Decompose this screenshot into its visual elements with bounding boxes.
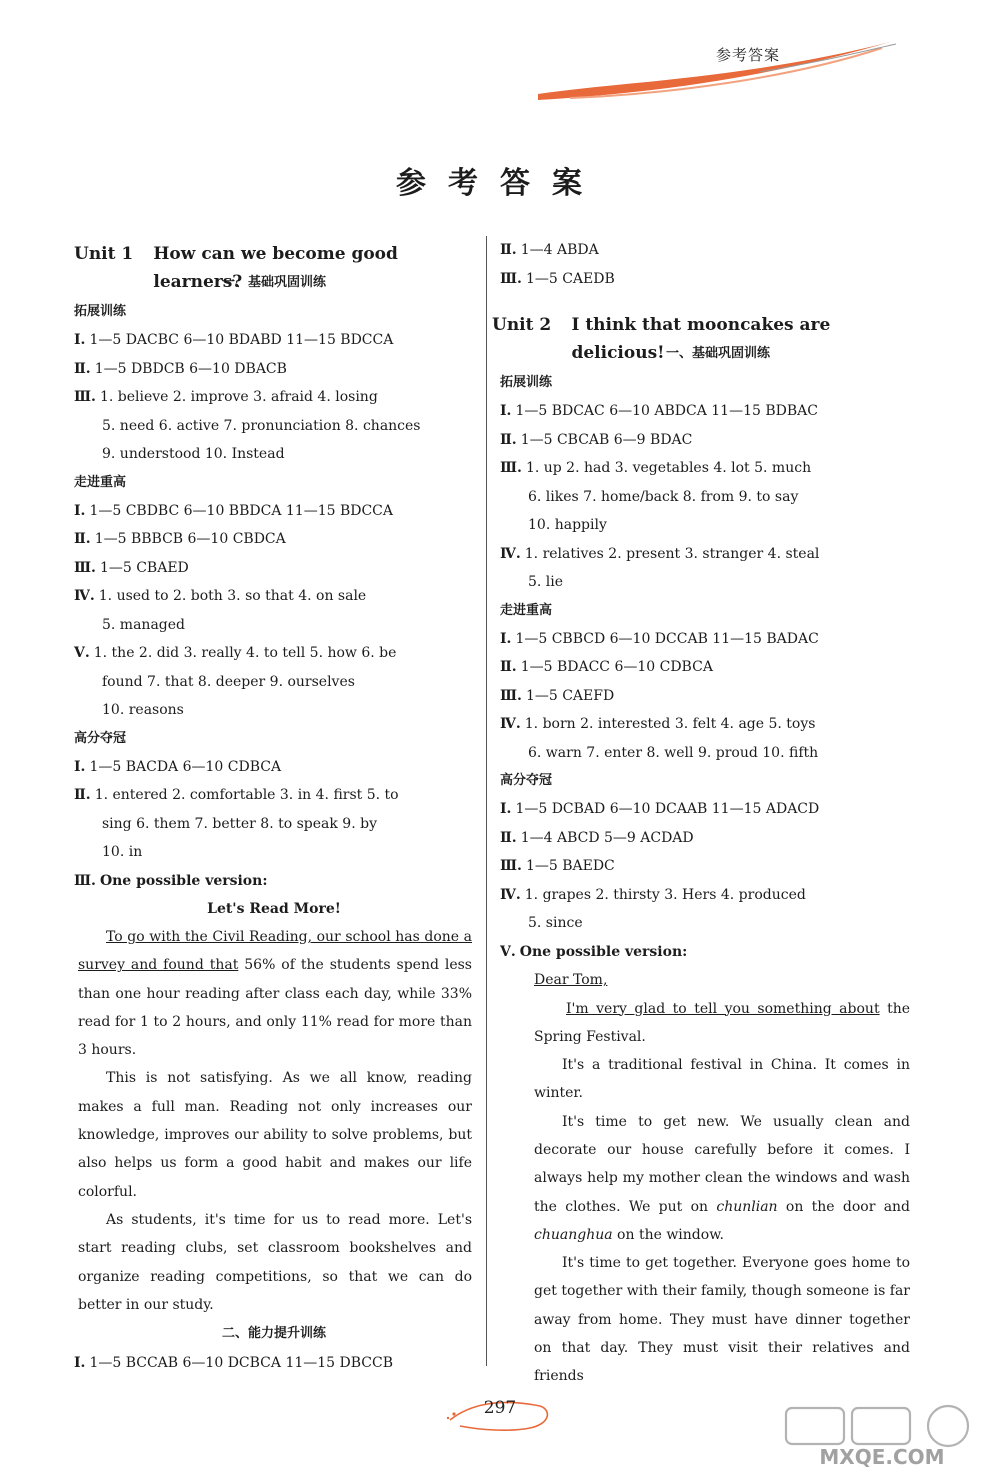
unit-title: I think that mooncakes are delicious!	[571, 315, 831, 363]
category-heading: 拓展训练	[74, 304, 127, 319]
answer-line: Ⅰ. 1—5 CBBCD 6—10 DCCAB 11—15 BADAC	[500, 630, 819, 647]
category-heading: 高分夺冠	[500, 773, 553, 788]
unit-number: Unit 1	[74, 244, 134, 264]
answer-line: Ⅳ. 1. born 2. interested 3. felt 4. age 5. toys	[500, 716, 816, 732]
essay-title: Let's Read More!	[207, 901, 341, 917]
answer-line: Ⅴ. 1. the 2. did 3. really 4. to tell 5. how 6. be	[74, 645, 397, 661]
answer-line: Ⅰ. 1—5 BACDA 6—10 CDBCA	[74, 758, 282, 775]
answer-line-cont: 10. reasons	[102, 702, 184, 718]
answer-line: Ⅲ. 1. believe 2. improve 3. afraid 4. losing	[74, 389, 378, 405]
answer-line: Ⅱ. 1—5 BDACC 6—10 CDBCA	[500, 659, 713, 675]
letter-paragraph: I'm very glad to tell you something about the Spring Festival.	[534, 1000, 911, 1045]
answer-line: Ⅳ. 1. relatives 2. present 3. stranger 4. steal	[500, 545, 820, 562]
page-number: 297	[483, 1398, 517, 1418]
answer-line-cont: 10. happily	[528, 517, 607, 533]
answer-line-cont: 6. warn 7. enter 8. well 9. proud 10. fifth	[528, 744, 819, 761]
essay-paragraph: As students, it's time for us to read more. Let's start reading clubs, set classroom bookshelves and organize reading competitions, so that we can do better in our study.	[78, 1211, 472, 1313]
answer-line: Ⅰ. 1—5 DCBAD 6—10 DCAAB 11—15 ADACD	[500, 801, 820, 817]
section-heading: 二、能力提升训练	[221, 1326, 326, 1342]
answer-line: Ⅲ. 1—5 CBAED	[74, 559, 189, 576]
category-heading: 拓展训练	[500, 375, 553, 390]
answer-line-cont: 5. since	[528, 915, 583, 931]
right-column	[492, 236, 911, 1391]
answer-line: Ⅰ. 1—5 BCCAB 6—10 DCBCA 11—15 DBCCB	[74, 1355, 394, 1372]
svg-text:MXQE.COM: MXQE.COM	[819, 1445, 945, 1469]
header-swoosh-decoration	[530, 38, 900, 108]
answer-line: Ⅰ. 1—5 BDCAC 6—10 ABDCA 11—15 BDBAC	[500, 403, 818, 419]
answer-line: Ⅱ. 1—5 CBCAB 6—9 BDAC	[500, 431, 693, 448]
page-title: 参考答案	[396, 166, 604, 201]
answer-line: Ⅱ. 1—4 ABCD 5—9 ACDAD	[500, 829, 694, 846]
answer-line: Ⅱ. 1—4 ABDA	[500, 242, 599, 258]
answer-line: Ⅳ. 1. used to 2. both 3. so that 4. on sale	[74, 588, 367, 604]
section-heading: 一、基础巩固训练	[221, 275, 326, 290]
unit-title: How can we become good learners?	[153, 244, 398, 292]
answer-line: Ⅲ. One possible version:	[74, 872, 268, 889]
answer-line: Ⅲ. 1. up 2. had 3. vegetables 4. lot 5. much	[500, 460, 812, 476]
answer-line: Ⅰ. 1—5 DACBC 6—10 BDABD 11—15 BDCCA	[74, 332, 394, 348]
answer-line: Ⅴ. One possible version:	[500, 943, 688, 960]
watermark-logo	[778, 1402, 988, 1472]
essay-paragraph: This is not satisfying. As we all know, reading makes a full man. Reading not only increases our knowledge, improves our ability to solve problems, but also helps us form a good habit and makes our life colorful.	[78, 1070, 472, 1200]
letter-paragraph: It's time to get new. We usually clean and decorate our house carefully before it comes. I always help my mother clean the windows and wash the clothes. We put on chunlian on the door and chuanghua on the window.	[534, 1113, 911, 1243]
unit-number: Unit 2	[492, 315, 552, 335]
header-label: 参考答案	[716, 46, 781, 64]
answer-line: Ⅳ. 1. grapes 2. thirsty 3. Hers 4. produced	[500, 886, 806, 903]
category-heading: 走进重高	[500, 602, 553, 618]
answer-line-cont: found 7. that 8. deeper 9. ourselves	[102, 673, 355, 690]
letter-paragraph: It's time to get together. Everyone goes home to get together with their family, though someone is far away from home. They must have dinner together on that day. They must visit their relatives and friends	[534, 1255, 910, 1385]
answer-line: Ⅱ. 1—5 BBBCB 6—10 CBDCA	[74, 531, 286, 547]
category-heading: 高分夺冠	[74, 730, 127, 746]
section-heading: 一、基础巩固训练	[665, 346, 770, 361]
essay-paragraph: To go with the Civil Reading, our school has done a survey and found that 56% of the students spend less than one hour reading after class each day, while 33% read for 1 to 2 hours, and only 11% read for more than 3 hours.	[78, 929, 472, 1059]
answer-line: Ⅱ. 1—5 DBDCB 6—10 DBACB	[74, 360, 287, 377]
answer-line: Ⅱ. 1. entered 2. comfortable 3. in 4. first 5. to	[74, 787, 399, 803]
answer-line-cont: 5. lie	[528, 574, 564, 590]
column-divider	[486, 236, 487, 1366]
answer-line: Ⅲ. 1—5 CAEFD	[500, 687, 615, 704]
category-heading: 走进重高	[74, 474, 127, 490]
letter-greeting: Dear Tom,	[534, 972, 608, 988]
answer-line-cont: 9. understood 10. Instead	[102, 446, 285, 462]
left-column	[74, 240, 474, 1378]
answer-line-cont: 6. likes 7. home/back 8. from 9. to say	[528, 488, 799, 505]
answer-line-cont: sing 6. them 7. better 8. to speak 9. by	[102, 815, 377, 832]
answer-line: Ⅰ. 1—5 CBDBC 6—10 BBDCA 11—15 BDCCA	[74, 502, 394, 519]
letter-paragraph: It's a traditional festival in China. It comes in winter.	[534, 1057, 910, 1102]
answer-line-cont: 10. in	[102, 844, 143, 860]
answer-line-cont: 5. need 6. active 7. pronunciation 8. chances	[102, 417, 421, 434]
answer-line: Ⅲ. 1—5 BAEDC	[500, 858, 615, 874]
answer-line: Ⅲ. 1—5 CAEDB	[500, 270, 615, 287]
answer-line-cont: 5. managed	[102, 616, 186, 633]
